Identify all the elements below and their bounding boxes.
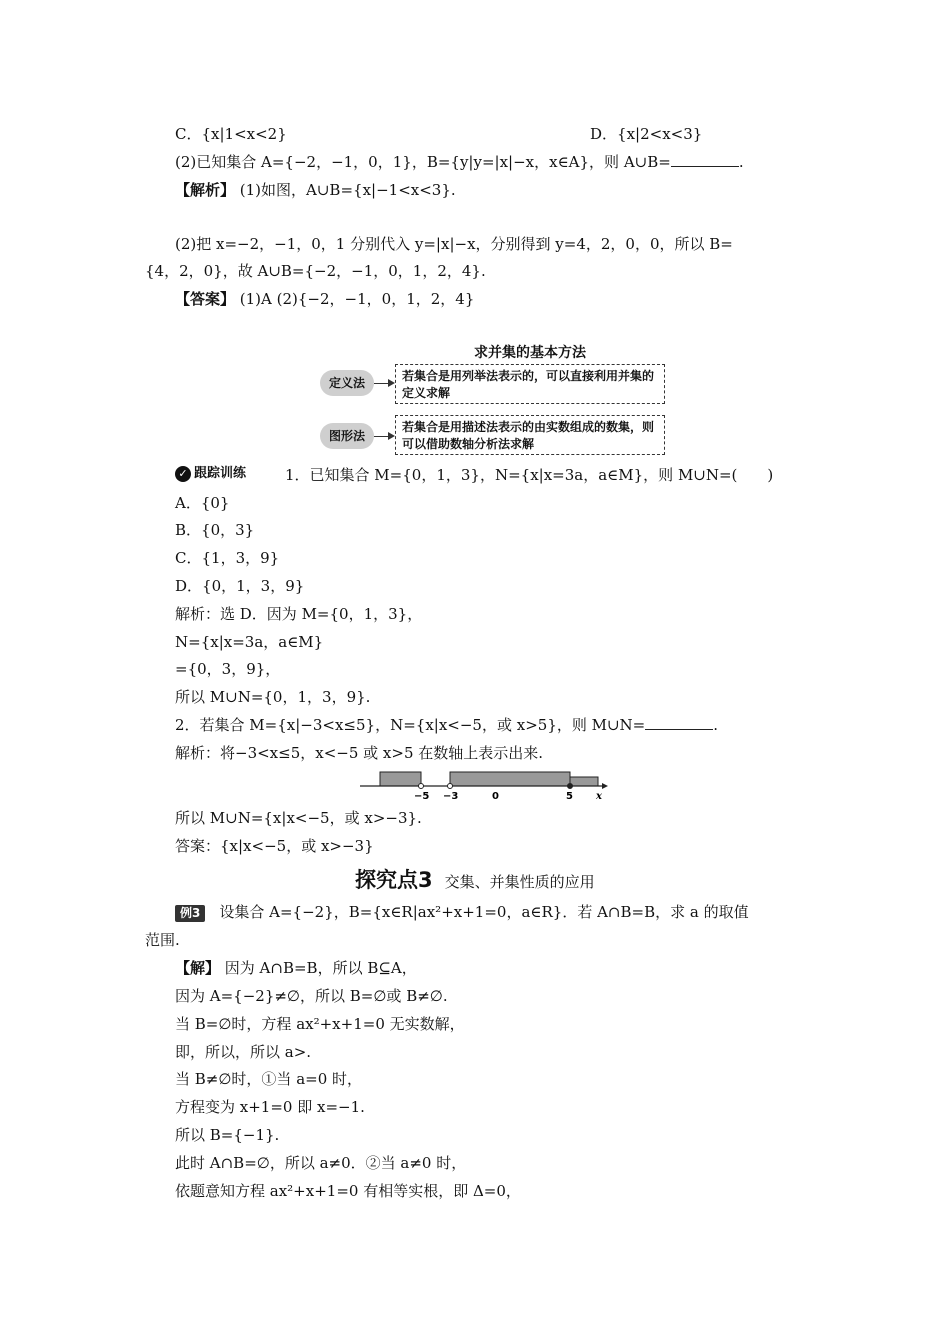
question-2-text: (2)已知集合 A={−2，−1，0，1}，B={y|y=|x|−x，x∈A}，则 A∪B=: [175, 153, 671, 171]
option-c: C．{1，3，9}: [175, 549, 280, 567]
example-solution-line-2: 因为 A={−2}≠∅，所以 B=∅或 B≠∅.: [175, 987, 448, 1005]
shaded-middle-region: [450, 772, 570, 786]
graph-method-pill: 图形法: [320, 423, 374, 449]
followup-tag: [175, 462, 246, 482]
followup-q1-close: ): [767, 466, 774, 484]
analysis-text: (1)如图，A∪B={x|−1<x<3}.: [235, 181, 456, 199]
example-solution-line-1: [175, 958, 417, 978]
solution-line-4: 所以 M∪N={0，1，3，9}.: [175, 688, 371, 706]
method-title: 求并集的基本方法: [474, 345, 586, 361]
shaded-right-region: [570, 777, 598, 786]
option-a: A．{0}: [175, 494, 230, 512]
tick-label: 0: [492, 791, 499, 802]
definition-method-box: 若集合是用列举法表示的，可以直接利用并集的定义求解: [395, 364, 665, 404]
solution-line-5: 解析：将−3<x≤5，x<−5 或 x>5 在数轴上表示出来.: [175, 744, 544, 762]
axis-arrow-icon: [602, 783, 608, 789]
open-point-minus3: [448, 784, 453, 789]
option-b: B．{0，3}: [175, 521, 255, 539]
solution-2-line-a: (2)把 x=−2，−1，0，1 分别代入 y=|x|−x，分别得到 y=4，2，0，0，所以 B=: [175, 235, 733, 253]
answer-blank: [645, 715, 713, 730]
followup-tag-label: 跟踪训练: [194, 466, 247, 481]
axis-label: x: [596, 791, 602, 802]
example-question: 设集合 A={−2}，B={x∈R|ax²+x+1=0，a∈R}．若 A∩B=B，求 a 的取值: [219, 903, 749, 921]
example-solution-line-9: 依题意知方程 ax²+x+1=0 有相等实根，即 Δ=0，: [175, 1182, 521, 1200]
analysis-tag: 【解析】: [175, 181, 236, 199]
example-solution-line-7: 所以 B={−1}.: [175, 1126, 280, 1144]
question-2-end: .: [738, 153, 744, 171]
answer-line: [175, 289, 474, 309]
solution-line-6: 所以 M∪N={x|x<−5，或 x>−3}.: [175, 809, 422, 827]
solution-2-line-b: {4，2，0}，故 A∪B={−2，−1，0，1，2，4}.: [145, 262, 486, 280]
closed-point-5: [568, 784, 573, 789]
solution-line-2: N={x|x=3a，a∈M}: [175, 633, 324, 651]
definition-method-pill: 定义法: [320, 370, 374, 396]
example-solution-line-5: 当 B≠∅时，①当 a=0 时，: [175, 1070, 363, 1088]
solution-line-3: ={0，3，9}，: [175, 660, 281, 678]
followup-q2-text: 2．若集合 M={x|−3<x≤5}，N={x|x<−5，或 x>5}，则 M∪N=: [175, 716, 646, 734]
section-heading: [355, 864, 595, 894]
example-solution-line-3: 当 B=∅时，方程 ax²+x+1=0 无实数解，: [175, 1015, 465, 1033]
arrow-line-2: [374, 436, 389, 437]
arrow-right-icon: [388, 432, 395, 440]
option-d: D．{x|2<x<3}: [590, 125, 703, 143]
question-2: [175, 152, 744, 172]
followup-q2-end: .: [713, 716, 719, 734]
example-badge: 例3: [175, 905, 205, 922]
solution-tag: 【解】: [175, 959, 221, 977]
example-line-b: 范围.: [145, 931, 180, 949]
example-solution-line-6: 方程变为 x+1=0 即 x=−1.: [175, 1098, 365, 1116]
section-number: 探究点3: [355, 868, 433, 892]
example-solution-text: 因为 A∩B=B，所以 B⊆A，: [220, 959, 417, 977]
option-d: D．{0，1，3，9}: [175, 577, 305, 595]
analysis-line: [175, 180, 456, 200]
tick-label: 5: [566, 791, 573, 802]
answer-tag: 【答案】: [175, 290, 236, 308]
solution-line-1: 解析：选 D．因为 M={0，1，3}，: [175, 605, 423, 623]
answer-line-2: 答案：{x|x<−5，或 x>−3}: [175, 837, 374, 855]
example-line-a: [175, 902, 749, 922]
tick-label: −5: [414, 791, 430, 802]
answer-blank: [671, 152, 739, 167]
graph-method-box: 若集合是用描述法表示的由实数组成的数集，则可以借助数轴分析法求解: [395, 415, 665, 455]
open-point-minus5: [419, 784, 424, 789]
option-c-line: [175, 124, 703, 144]
example-solution-line-8: 此时 A∩B=∅，所以 a≠0．②当 a≠0 时，: [175, 1154, 467, 1172]
tick-label: −3: [443, 791, 459, 802]
option-c: C．{x|1<x<2}: [175, 125, 287, 143]
check-icon: ✓: [175, 466, 191, 482]
shaded-left-region: [380, 772, 421, 786]
section-subtitle: 交集、并集性质的应用: [444, 873, 595, 891]
example-solution-line-4: 即，所以，所以 a>.: [175, 1043, 312, 1061]
followup-q1: [285, 465, 773, 485]
answer-text: (1)A (2){−2，−1，0，1，2，4}: [235, 290, 475, 308]
followup-q1-text: 1．已知集合 M={0，1，3}，N={x|x=3a，a∈M}，则 M∪N=(: [285, 466, 738, 484]
arrow-line-1: [374, 383, 389, 384]
arrow-right-icon: [388, 379, 395, 387]
followup-q2: [175, 715, 718, 735]
number-line: [350, 768, 610, 802]
